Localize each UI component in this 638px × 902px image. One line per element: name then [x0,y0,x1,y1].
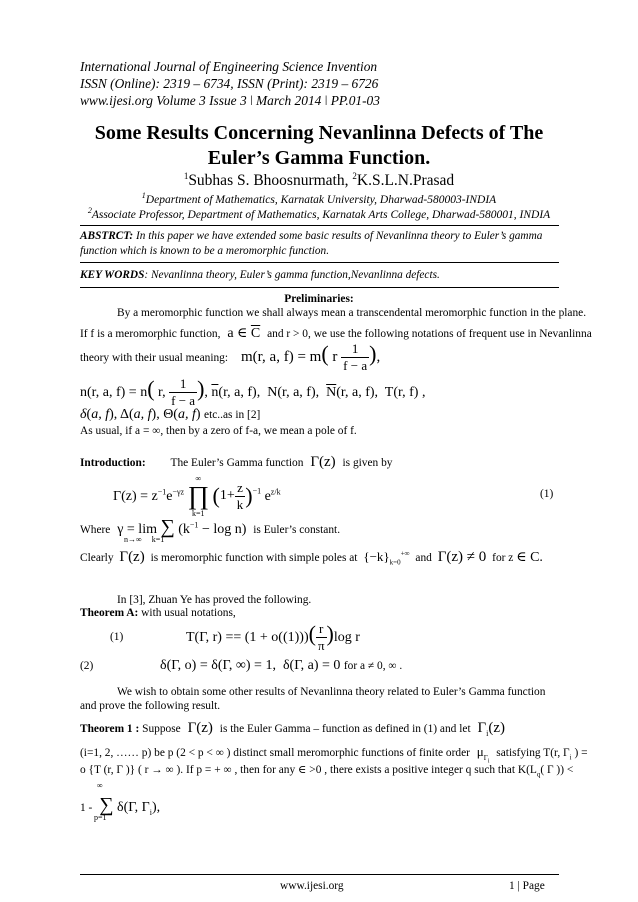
equation-defects: δ(a, f), Δ(a, f), Θ(a, f) etc..as in [2] [80,407,261,422]
theorem-a-item-2-no: (2) [80,660,94,672]
affiliation-2: $^2$Associate Professor, Department of Mathematics, Karnatak Arts College, Dharwad-580001, INDIA [87,206,551,221]
prelim-para-1: By a meromorphic function we shall always mean a transcendental meromorphic function in the plane. [117,307,587,319]
sum-lower: p=1 [94,813,107,822]
author-1-sup: 1 [183,171,189,181]
theorem-1-line-2: (i=1, 2, …… p) be p (2 < p < ∞ ) distinct small meromorphic functions of finite order $\mu_{\Gamma_i}$ satisfying T(r, $\Gamma_i$ ) = [80,744,588,764]
sum-upper: ∞ [97,781,103,790]
where-line: Where γ = lim ∑ $(k^{-1} - \log n)$ is Euler’s constant. [80,516,341,538]
equation-gamma: $\Gamma(z) = z^{-1}e^{-\gamma z}$ ∞ ∏ k=1 (1+ $\frac{z}{k}$ )$^{-1}$ $e^{z/k}$ [113,474,281,518]
equation-m: m(r, a, f) = m( r $\frac{1}{f - a}$ ), [241,341,381,374]
wish-line-1: We wish to obtain some other results of Nevanlinna theory related to Euler’s Gamma function [117,686,546,698]
where-limit-sub: n→∞ k=1 [124,535,165,544]
preliminaries-heading: Preliminaries: [284,293,354,305]
keywords-text: : Nevanlinna theory, Euler’s gamma function,Nevanlinna defects. [144,269,440,281]
keywords [80,268,560,283]
footer-rule [80,874,559,875]
theorem-1-line-4: 1 - ∑ δ(Γ, $\Gamma_i$), [80,794,161,817]
equation-n: n(r, a, f) = n( r, $\frac{1}{f - a}$ ), $\overline{n}(r$, a, f), N(r, a, f), $\overline{N}(r$, a, f), T(r, f) , [80,376,426,409]
divider-top [80,225,559,226]
theorem-1-line-1: Theorem 1 : Suppose Γ(z) is the Euler Gamma – function as defined in (1) and let $\Gamma_i(z)$ [80,720,506,738]
footer-page: 1 | Page [509,880,545,892]
divider-mid [80,262,559,263]
abstract [80,229,560,259]
author-1: Subhas S. Bhoosnurmath, [188,172,349,190]
paper-title: Some Results Concerning Nevanlinna Defects of The Euler’s Gamma Function. [94,122,544,169]
affiliation-1: $^1$Department of Mathematics, Karnatak University, Dharwad-580003-INDIA [141,191,497,206]
zhuan-line: In [3], Zhuan Ye has proved the following. [117,594,312,606]
clearly-line: Clearly Γ(z) is meromorphic function with simple poles at $\{-k\}_{k=0}^{+\infty}$ and Γ(z) ≠ 0 for z ∈ C. [80,549,543,567]
journal-volume: www.ijesi.org Volume 3 Issue 3 ǀ March 2014 ǀ PP.01-03 [80,93,380,108]
theorem-a-label: Theorem A: [80,607,139,619]
intro-heading: Introduction: [80,457,146,469]
equation-number-1: (1) [540,488,554,500]
intro-line: Introduction: The Euler’s Gamma function Γ(z) is given by [80,454,393,470]
theorem-a-item-1-no: (1) [110,631,124,643]
author-2: K.S.L.N.Prasad [356,172,455,190]
footer-site[interactable]: www.ijesi.org [280,880,344,892]
theorem-1-label: Theorem 1 : [80,723,140,735]
abstract-text: In this paper we have extended some basic results of Nevanlinna theory to Euler’s gamma function which is known to be a meromorphic function. [80,230,543,257]
prelim-para-2: If f is a meromorphic function, a ∈ $\overline{C}$ and r > 0, we use the following notations of frequent use in Nevanlinna [80,326,592,341]
theorem-a-equation-1: T(Γ, r) == (1 + o((1)))( $\frac{r}{\pi}$ )log r [186,621,360,654]
prelim-para-3: theory with their usual meaning: [80,352,229,364]
author-2-sup: 2 [352,171,357,181]
wish-line-2: and prove the following result. [80,700,221,712]
theorem-1-line-3: o {T (r, Γ )} ( r → ∞ ). If p = + ∞ , then for any ∈ >0 , there exists a positive integer q such that $K(L_q$( Γ )) < [80,764,574,779]
journal-name: International Journal of Engineering Science Invention [80,59,378,74]
divider-bottom [80,287,559,288]
abstract-label: ABSTRCT: [80,230,134,242]
theorem-a-intro: Theorem A: with usual notations, [80,607,236,619]
prelim-para-5: As usual, if a = ∞, then by a zero of f-a, we mean a pole of f. [80,425,357,437]
theorem-a-equation-2: δ(Γ, o) = δ(Γ, ∞) = 1, δ(Γ, a) = 0 for a ≠ 0, ∞ . [160,658,403,673]
authors [0,171,638,190]
journal-issn: ISSN (Online): 2319 – 6734, ISSN (Print): 2319 – 6726 [80,76,379,91]
keywords-label: KEY WORDS [80,269,145,281]
